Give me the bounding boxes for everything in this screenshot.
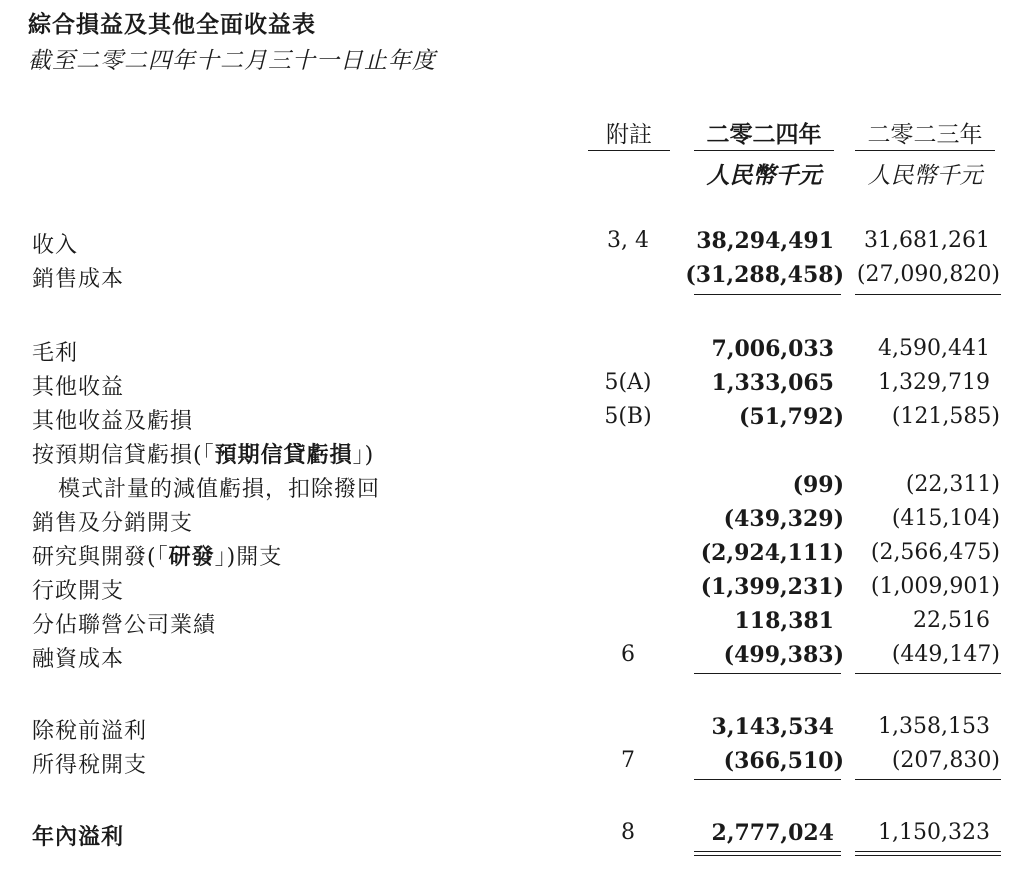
- row-value-prior: 4,590,441: [878, 336, 990, 361]
- row-value-prior: (207,830): [891, 748, 1000, 773]
- row-label-prefix: 按預期信貸虧損(「: [32, 443, 215, 468]
- row-label-suffix: 」): [352, 443, 375, 468]
- row-label: 融資成本: [32, 647, 125, 672]
- row-value-prior: 1,329,719: [878, 370, 990, 395]
- row-value-current: 118,381: [734, 608, 834, 634]
- subtotal-rule: [694, 673, 841, 674]
- row-value-current: (99): [792, 472, 844, 498]
- row-value-current: 38,294,491: [696, 228, 834, 254]
- table-row-profit-for-year: [0, 820, 1024, 850]
- row-value-prior: (121,585): [891, 404, 1000, 429]
- row-label-prefix: 研究與開發(「: [32, 545, 169, 570]
- row-label: 分佔聯營公司業績: [32, 613, 217, 638]
- row-value-prior: (27,090,820): [856, 262, 1000, 287]
- row-label: [32, 540, 282, 571]
- row-value-current: (439,329): [723, 506, 844, 532]
- table-row-profit-before-tax: [0, 714, 1024, 744]
- note-column-header: 附註: [606, 122, 652, 148]
- subtotal-rule: [694, 779, 841, 780]
- row-value-current: (31,288,458): [685, 262, 844, 288]
- current-year-unit: 人民幣千元: [706, 162, 822, 189]
- table-row-other-gains-losses: [0, 404, 1024, 434]
- table-row-finance-costs: [0, 642, 1024, 672]
- total-double-rule: [694, 851, 841, 852]
- subtotal-rule: [855, 673, 1001, 674]
- row-label: 模式計量的減值虧損，扣除撥回: [58, 477, 381, 502]
- table-row-cost-of-sales: [0, 262, 1024, 292]
- table-row-research-development: [0, 540, 1024, 570]
- row-label: [32, 438, 374, 469]
- table-row-share-of-associates: [0, 608, 1024, 638]
- row-label: 其他收益: [32, 375, 125, 400]
- row-label: 收入: [32, 233, 79, 258]
- row-value-prior: (449,147): [891, 642, 1000, 667]
- row-label-suffix: 」)開支: [214, 545, 283, 570]
- row-value-prior: 31,681,261: [864, 228, 990, 253]
- row-note: 5(A): [604, 370, 652, 395]
- row-value-current: (366,510): [723, 748, 844, 774]
- row-note: 5(B): [604, 404, 652, 429]
- row-value-prior: 1,150,323: [878, 820, 990, 845]
- subtotal-rule: [855, 779, 1001, 780]
- prior-year-header: 二零二三年: [867, 122, 983, 148]
- table-row-income-tax: [0, 748, 1024, 778]
- row-value-prior: (1,009,901): [870, 574, 1000, 599]
- row-label: 銷售及分銷開支: [32, 511, 194, 536]
- row-value-prior: 1,358,153: [878, 714, 990, 739]
- prior-year-header-underline: [855, 150, 995, 151]
- current-year-header: 二零二四年: [706, 121, 822, 148]
- row-label: 行政開支: [32, 579, 125, 604]
- row-note: 6: [621, 642, 635, 667]
- table-row-gross-profit: [0, 336, 1024, 366]
- row-label: 銷售成本: [32, 267, 125, 292]
- table-row-other-income: [0, 370, 1024, 400]
- row-label: 所得稅開支: [32, 753, 148, 778]
- row-value-current: (2,924,111): [700, 540, 844, 566]
- row-note: 8: [621, 820, 635, 845]
- table-row-ecl-heading: [0, 438, 1024, 468]
- current-year-header-underline: [694, 150, 834, 151]
- row-value-current: 7,006,033: [711, 336, 834, 362]
- table-row-selling-distribution: [0, 506, 1024, 536]
- row-value-prior: (22,311): [905, 472, 1000, 497]
- row-note: 3, 4: [607, 228, 649, 253]
- subtotal-rule: [694, 294, 841, 295]
- table-row-revenue: [0, 228, 1024, 258]
- row-value-current: (51,792): [738, 404, 844, 430]
- table-row-impairment-losses: [0, 472, 1024, 502]
- row-value-prior: 22,516: [913, 608, 990, 633]
- row-label: 毛利: [32, 341, 79, 366]
- total-double-rule: [855, 851, 1001, 852]
- row-label: 除稅前溢利: [32, 719, 148, 744]
- prior-year-unit: 人民幣千元: [867, 163, 983, 189]
- table-row-administrative: [0, 574, 1024, 604]
- row-label-defined-term: 研發: [168, 544, 215, 570]
- row-value-current: 1,333,065: [711, 370, 834, 396]
- row-value-prior: (2,566,475): [870, 540, 1000, 565]
- row-value-current: (1,399,231): [700, 574, 844, 600]
- statement-title: 綜合損益及其他全面收益表: [28, 11, 316, 38]
- row-value-current: (499,383): [723, 642, 844, 668]
- row-label-defined-term: 預期信貸虧損: [214, 442, 353, 468]
- row-label: 年內溢利: [32, 824, 125, 850]
- statement-period: 截至二零二四年十二月三十一日止年度: [28, 48, 436, 74]
- row-value-prior: (415,104): [891, 506, 1000, 531]
- subtotal-rule: [855, 294, 1001, 295]
- note-header-underline: [588, 150, 670, 151]
- row-label: 其他收益及虧損: [32, 409, 194, 434]
- row-note: 7: [621, 748, 635, 773]
- row-value-current: 3,143,534: [711, 714, 834, 740]
- row-value-current: 2,777,024: [711, 820, 834, 846]
